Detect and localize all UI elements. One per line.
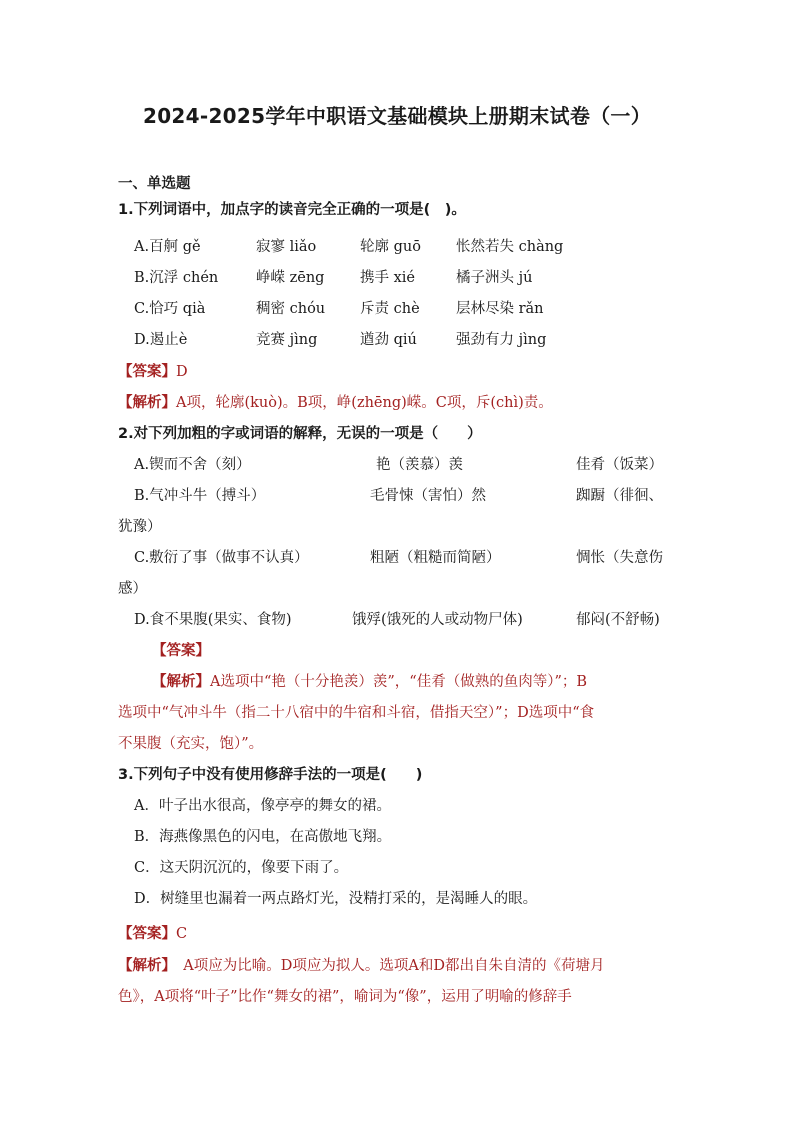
- question-1-stem: 1.下列词语中，加点字的读音完全正确的一项是( )。: [118, 202, 466, 218]
- q1-answer: [118, 362, 188, 382]
- q2-option-c-1: C.敷衍了事（做事不认真）: [134, 550, 309, 566]
- q1-option-a-3: 轮廓 guō: [360, 239, 421, 255]
- q3-answer: [118, 924, 187, 944]
- q2-option-d-1: D.食不果腹(果实、食物): [134, 612, 292, 628]
- q1-analysis-tag: 【解析】: [118, 395, 176, 411]
- q2-option-a-2: 艳（羡慕）羡: [376, 457, 463, 473]
- q2-option-d-2: 饿殍(饿死的人或动物尸体): [352, 612, 523, 628]
- q1-option-b-2: 峥嵘 zēng: [256, 270, 325, 286]
- section-heading: 一、单选题: [118, 176, 191, 192]
- q1-answer-value: D: [176, 364, 188, 380]
- q2-analysis-text-1: A选项中“艳（十分艳羡）羡”，“佳肴（做熟的鱼肉等）”；B: [210, 674, 588, 690]
- q1-option-a-1: A.百舸 gě: [134, 239, 201, 255]
- q2-option-b-3: 踟蹰（徘徊、: [576, 488, 663, 504]
- q3-analysis-text-1: A项应为比喻。D项应为拟人。选项A和D都出自朱自清的《荷塘月: [168, 958, 605, 974]
- page-title: 2024-2025学年中职语文基础模块上册期末试卷（一）: [142, 104, 652, 128]
- q2-analysis-2: 选项中“气冲斗牛（指二十八宿中的牛宿和斗宿，借指天空）”；D选项中“食: [118, 705, 595, 721]
- q1-option-d-3: 遒劲 qiú: [360, 332, 417, 348]
- q1-option-c-3: 斥责 chè: [360, 301, 420, 317]
- q1-option-a-4: 怅然若失 chàng: [456, 239, 564, 255]
- q2-option-b-2: 毛骨悚（害怕）然: [370, 488, 486, 504]
- q2-option-b-1: B.气冲斗牛（搏斗）: [134, 488, 266, 504]
- q1-option-c-1: C.恰巧 qià: [134, 301, 206, 317]
- q2-option-a-3: 佳肴（饭菜）: [576, 457, 663, 473]
- q1-option-c-4: 层林尽染 rǎn: [456, 301, 544, 317]
- q1-option-d-1: D.遏止è: [134, 332, 188, 348]
- q3-analysis-2: 色》，A项将“叶子”比作“舞女的裙”，喻词为“像”，运用了明喻的修辞手: [118, 989, 572, 1005]
- q1-option-d-2: 竞赛 jìng: [256, 332, 318, 348]
- q2-option-d-3: 郁闷(不舒畅): [576, 612, 660, 628]
- q2-analysis-1: [152, 672, 587, 692]
- q3-option-c: C．这天阴沉沉的，像要下雨了。: [134, 860, 349, 876]
- q2-option-c-2: 粗陋（粗糙而简陋）: [370, 550, 501, 566]
- q3-option-d: D．树缝里也漏着一两点路灯光，没精打采的，是渴睡人的眼。: [134, 891, 538, 907]
- q1-analysis: [118, 393, 553, 413]
- q1-option-b-4: 橘子洲头 jú: [456, 270, 533, 286]
- q2-option-a-1: A.锲而不舍（刻）: [134, 457, 251, 473]
- q1-answer-tag: 【答案】: [118, 364, 176, 380]
- q1-option-c-2: 稠密 chóu: [256, 301, 326, 317]
- q1-analysis-text: A项，轮廓(kuò)。B项，峥(zhēng)嵘。C项，斥(chì)责。: [176, 395, 553, 411]
- q3-answer-value: C: [176, 926, 188, 942]
- q1-option-d-4: 强劲有力 jìng: [456, 332, 547, 348]
- q2-analysis-tag: 【解析】: [152, 674, 210, 690]
- q3-analysis-1: [118, 956, 604, 976]
- question-3-stem: 3.下列句子中没有使用修辞手法的一项是( ): [118, 767, 423, 783]
- q3-option-b: B．海燕像黑色的闪电，在高傲地飞翔。: [134, 829, 392, 845]
- q2-option-c-cont: 感）: [118, 581, 147, 597]
- q3-analysis-tag: 【解析】: [118, 958, 169, 974]
- q3-option-a: A．叶子出水很高，像亭亭的舞女的裙。: [134, 798, 391, 814]
- question-2-stem: 2.对下列加粗的字或词语的解释，无误的一项是（ ）: [118, 426, 482, 442]
- q2-analysis-3: 不果腹（充实，饱）”。: [118, 736, 264, 752]
- q3-answer-tag: 【答案】: [118, 926, 176, 942]
- q1-option-b-1: B.沉浮 chén: [134, 270, 219, 286]
- q1-option-a-2: 寂寥 liǎo: [256, 239, 317, 255]
- q2-option-c-3: 惆怅（失意伤: [576, 550, 663, 566]
- q2-answer-tag: 【答案】: [152, 643, 210, 659]
- q1-option-b-3: 携手 xié: [360, 270, 416, 286]
- q2-option-b-cont: 犹豫）: [118, 519, 162, 535]
